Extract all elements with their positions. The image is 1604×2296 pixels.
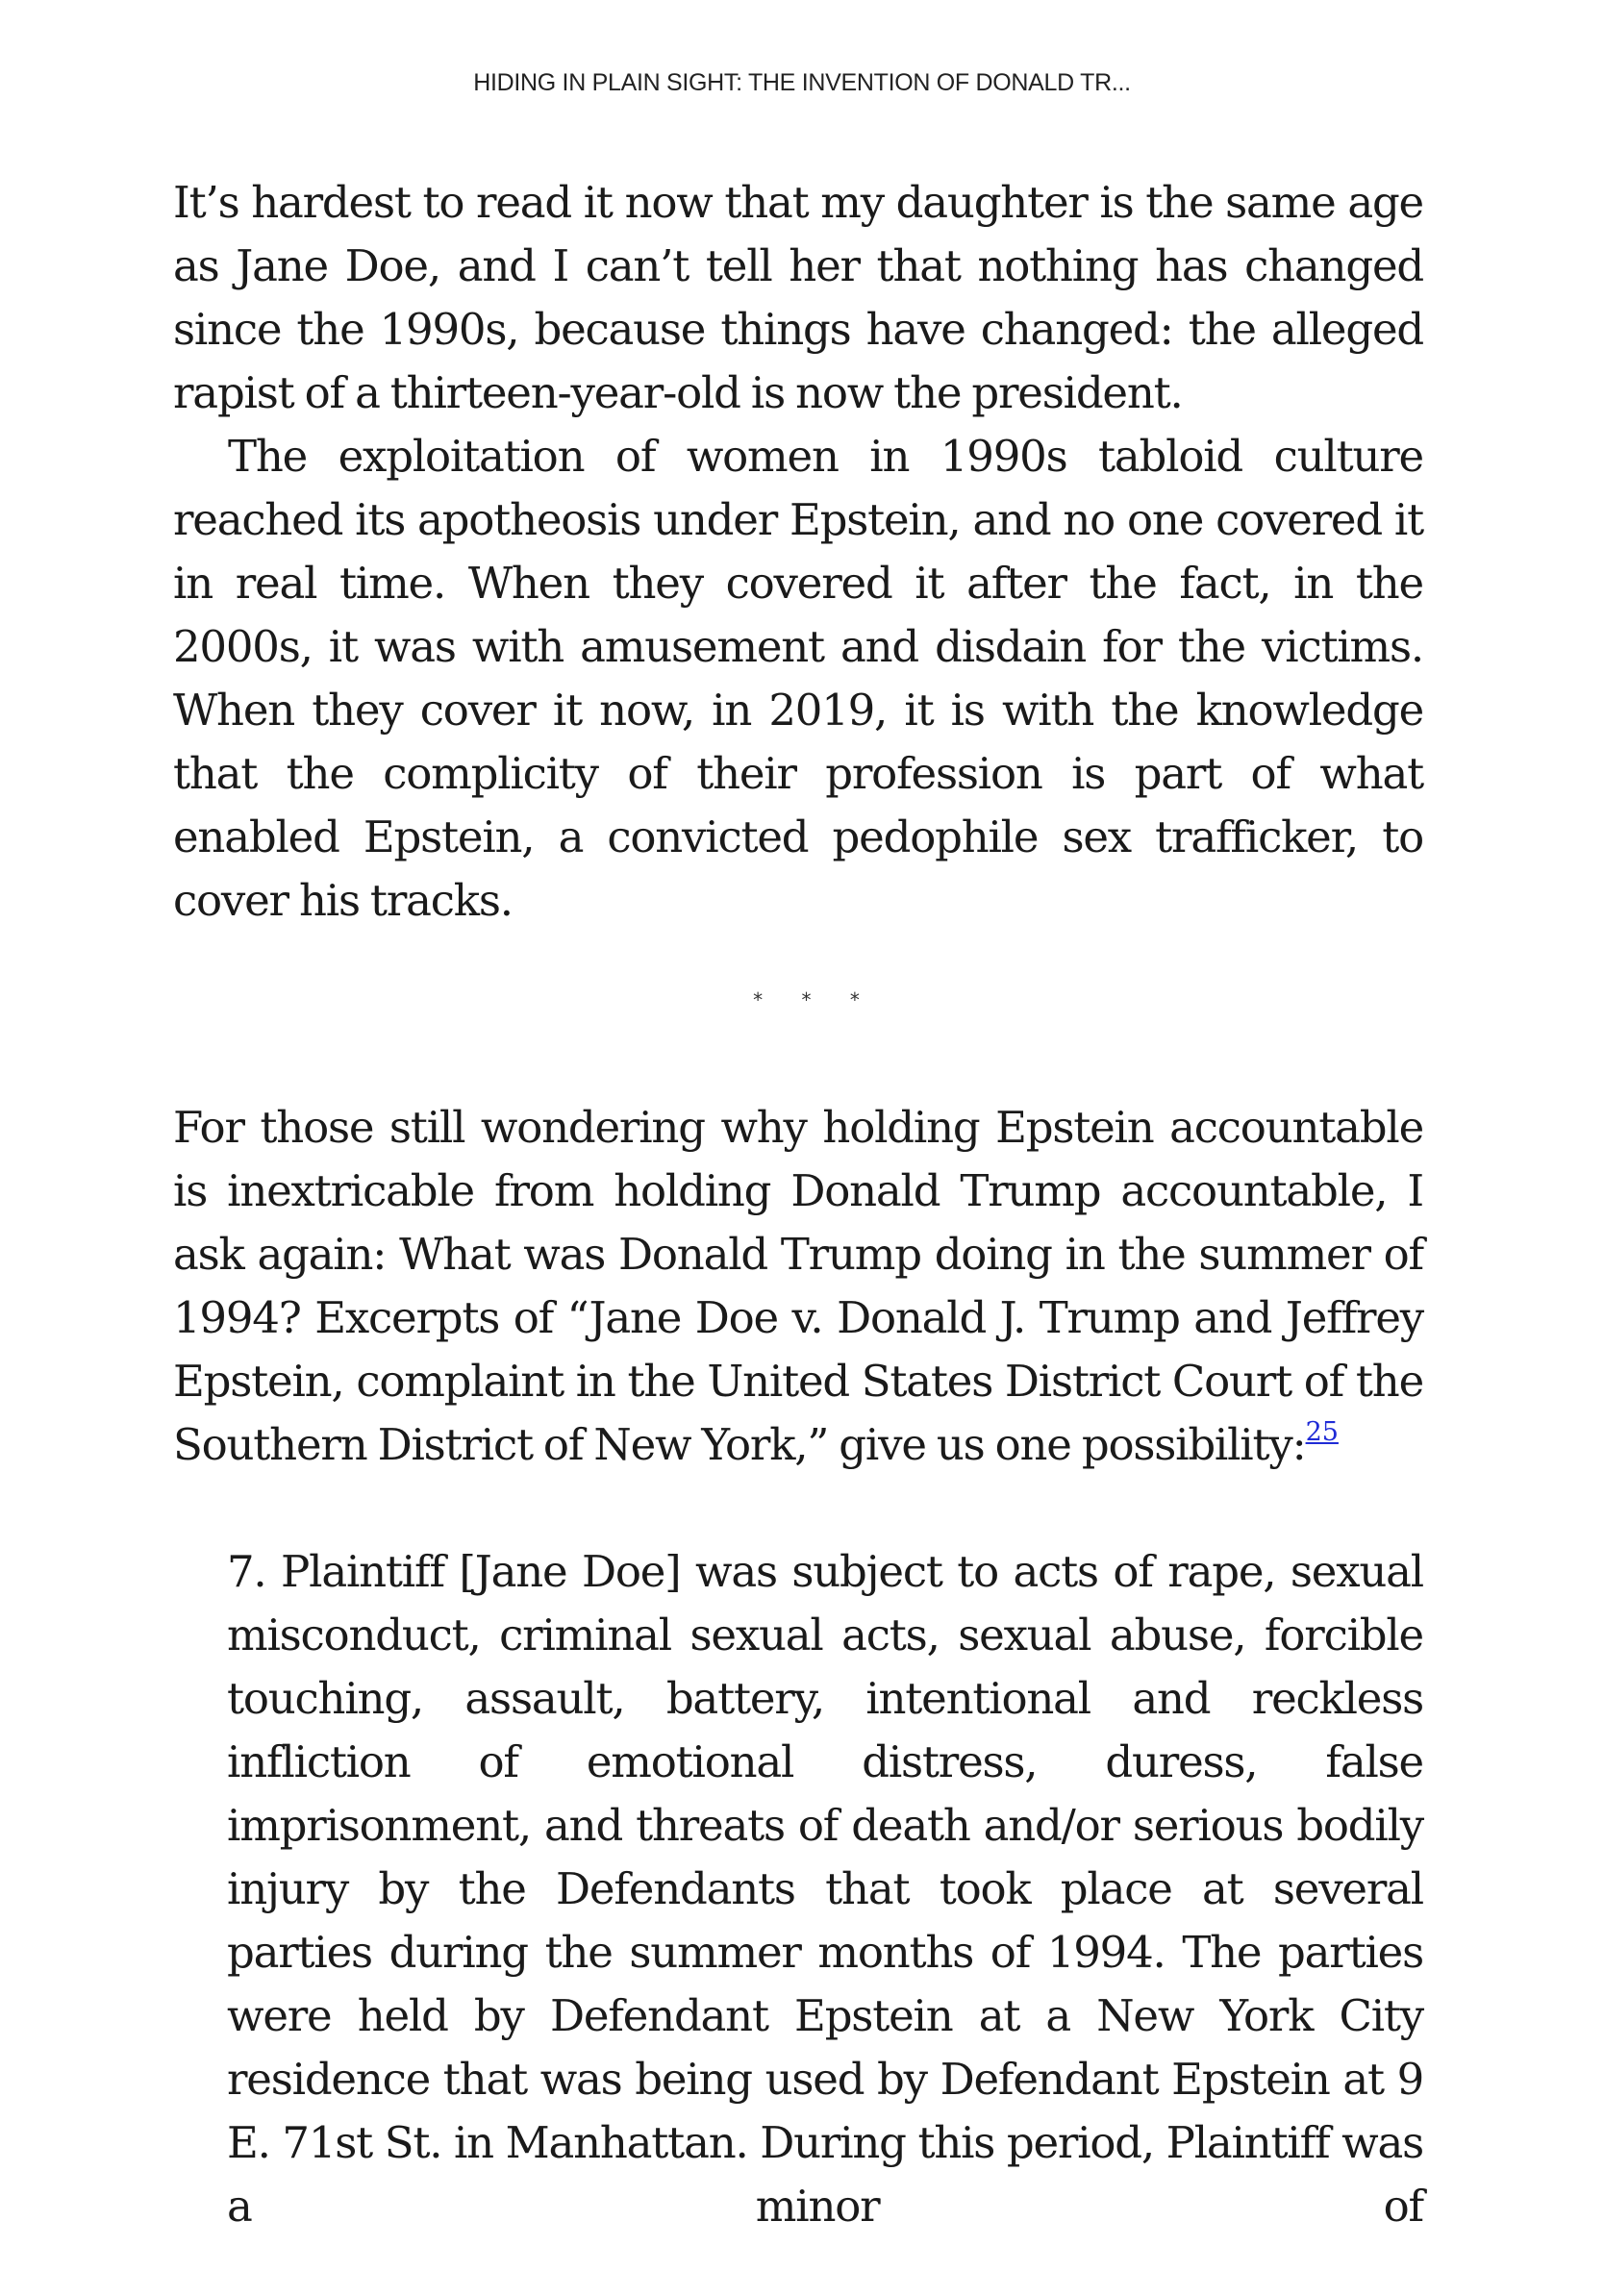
section-break-asterisks: * * * bbox=[753, 988, 877, 1011]
block-quote-text: 7. Plaintiff [Jane Doe] was subject to acts of rape, sexual misconduct, criminal sexual acts, sexual abuse, forcible touching, assault, battery, intentional and reckless infliction of emotional distress, duress, false imprisonment, and threats of death and/or serious bodily injury by the Defendants that took place at several parties during the summer months of 1994. The parties were held by Defendant Epstein at a New York City residence that was being used by Defendant Epstein at 9 E. 71st St. in Manhattan. During this period, Plaintiff was a minor of bbox=[227, 1546, 1423, 2232]
paragraph-text: For those still wondering why holding Epstein accountable is inextricable from holding Donald Trump accountable, I ask again: What was Donald Trump doing in the summer of 1994? Excerpts of “Jane Doe v. Donald J. Trump and Jeffrey Epstein, complaint in the United States District Court of the Southern District of New York,” give us one possibility: bbox=[173, 1102, 1423, 1470]
page-body bbox=[173, 171, 1423, 2238]
paragraph: The exploitation of women in 1990s tabloid culture reached its apotheosis under Epstein, and no one covered it in real time. When they covered it after the fact, in the 2000s, it was with amusement and disdain for the victims. When they cover it now, in 2019, it is with the knowledge that the complicity of their profession is part of what enabled Epstein, a convicted pedophile sex trafficker, to cover his tracks. bbox=[173, 431, 1423, 926]
paragraph: It’s hardest to read it now that my daughter is the same age as Jane Doe, and I can’t tell her that nothing has changed since the 1990s, because things have changed: the alleged rapist of a thirteen-year-old is now the president. bbox=[173, 177, 1423, 418]
section-break bbox=[173, 933, 1423, 1096]
paragraph bbox=[173, 1096, 1423, 1477]
footnote-link[interactable]: 25 bbox=[1305, 1417, 1339, 1447]
running-header: HIDING IN PLAIN SIGHT: THE INVENTION OF DONALD TR... bbox=[473, 69, 1131, 96]
block-quote bbox=[227, 1540, 1423, 2238]
